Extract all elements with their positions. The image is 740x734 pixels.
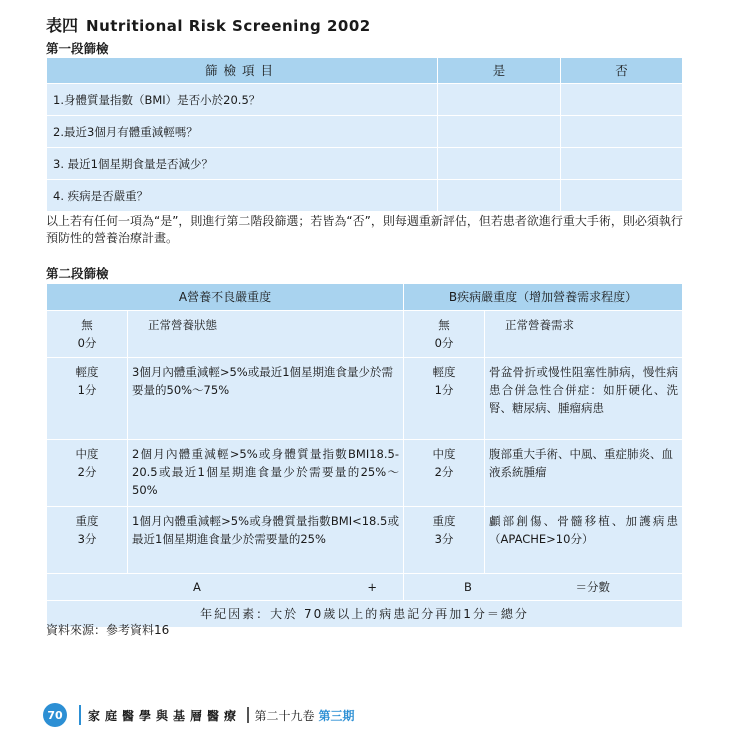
page-footer (43, 701, 355, 729)
stage2-table (46, 283, 683, 628)
table-row (47, 116, 683, 148)
no-cell (561, 148, 683, 180)
table-row (47, 148, 683, 180)
b-level-cell: 重度 3分 (404, 507, 485, 574)
a-description: 3個月內體重減輕>5%或最近1個星期進食量少於需要量的50%～75% (128, 358, 404, 440)
score-sum-row (47, 574, 683, 601)
stage1-heading: 第一段篩檢 (46, 41, 109, 56)
sum-plus: + (367, 580, 377, 594)
table-row (47, 84, 683, 116)
yes-cell (438, 116, 561, 148)
page-number: 70 (43, 703, 67, 727)
table-row (47, 507, 683, 574)
footer-separator (247, 707, 249, 723)
question-3: 3. 最近1個星期食量是否減少？ (47, 148, 438, 180)
header-no: 否 (561, 58, 683, 84)
stage2-header-row (47, 284, 683, 311)
stage1-table (46, 57, 683, 212)
stage2-heading: 第二段篩檢 (46, 266, 109, 281)
b-description: 腹部重大手術、中風、重症肺炎、血液系統腫瘤 (485, 440, 683, 507)
table-row (47, 180, 683, 212)
issue: 第三期 (318, 708, 355, 723)
question-1: 1.身體質量指數（BMI）是否小於20.5？ (47, 84, 438, 116)
b-level-cell: 中度 2分 (404, 440, 485, 507)
yes-cell (438, 180, 561, 212)
table-row (47, 311, 683, 358)
b-description: 正常營養需求 (485, 311, 683, 358)
sum-equals: ＝分數 (575, 580, 611, 594)
journal-name: 家庭醫學與基層醫療 (88, 708, 242, 723)
header-yes: 是 (438, 58, 561, 84)
yes-cell (438, 84, 561, 116)
table-number: 表四 (46, 16, 79, 35)
table-title (46, 13, 371, 36)
yes-cell (438, 148, 561, 180)
data-source: 資料來源：參考資料16 (46, 623, 170, 637)
sum-a: A (193, 580, 201, 594)
age-factor: 年紀因素：大於 70歲以上的病患記分再加1分＝總分 (47, 601, 683, 628)
a-description: 正常營養狀態 (128, 311, 404, 358)
no-cell (561, 180, 683, 212)
a-level-cell: 中度 2分 (47, 440, 128, 507)
table-row (47, 440, 683, 507)
screening-note: 以上若有任何一項為“是”，則進行第二階段篩選；若皆為“否”，則每週重新評估，但若患者欲進行重大手術，則必須執行預防性的營養治療計畫。 (46, 214, 683, 245)
a-level-cell: 輕度 1分 (47, 358, 128, 440)
no-cell (561, 116, 683, 148)
a-description: 2個月內體重減輕>5%或身體質量指數BMI18.5-20.5或最近1個星期進食量少於需要量的25%～50% (128, 440, 404, 507)
header-disease-severity: B疾病嚴重度（增加營養需求程度） (404, 284, 683, 311)
volume: 第二十九卷 (254, 708, 315, 723)
question-4: 4. 疾病是否嚴重？ (47, 180, 438, 212)
no-cell (561, 84, 683, 116)
b-level-cell: 輕度 1分 (404, 358, 485, 440)
table-title-text: Nutritional Risk Screening 2002 (86, 17, 371, 35)
sum-b: B (464, 580, 472, 594)
table-row (47, 358, 683, 440)
b-level-cell: 無 0分 (404, 311, 485, 358)
a-level-cell: 無 0分 (47, 311, 128, 358)
a-description: 1個月內體重減輕>5%或身體質量指數BMI<18.5或最近1個星期進食量少於需要量的25% (128, 507, 404, 574)
stage1-header-row (47, 58, 683, 84)
b-description: 骨盆骨折或慢性阻塞性肺病，慢性病患合併急性合併症：如肝硬化、洗腎、糖尿病、腫瘤病患 (485, 358, 683, 440)
a-level-cell: 重度 3分 (47, 507, 128, 574)
sum-cell-a (47, 574, 404, 601)
footer-divider (79, 705, 81, 725)
b-description: 顱部創傷、骨髓移植、加護病患（APACHE>10分） (485, 507, 683, 574)
sum-cell-b (404, 574, 683, 601)
header-screening-item: 篩檢項目 (47, 58, 438, 84)
header-malnutrition-severity: A營養不良嚴重度 (47, 284, 404, 311)
question-2: 2.最近3個月有體重減輕嗎？ (47, 116, 438, 148)
